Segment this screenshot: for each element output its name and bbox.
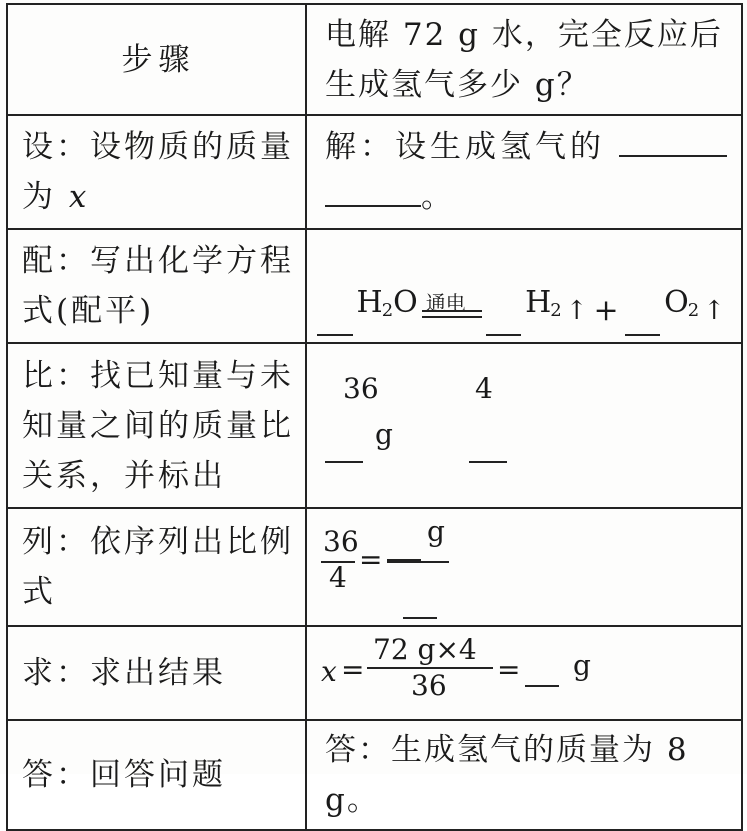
solve-numerator: 72 g×4 [373, 633, 477, 666]
step-solve: 求：求出结果 [7, 626, 306, 720]
solution-proportion [306, 508, 742, 626]
step-header: 步骤 [7, 4, 306, 115]
steps-table [6, 3, 743, 831]
plus-sign: + [593, 293, 619, 328]
table-row [7, 229, 742, 343]
step-equation: 配：写出化学方程式(配平) [7, 229, 306, 343]
step-set [7, 115, 306, 229]
h2o-formula: $H_2O$ [356, 285, 418, 321]
table-row [7, 626, 742, 720]
blank-line[interactable] [325, 431, 363, 463]
blank-line[interactable] [625, 304, 661, 336]
step-answer: 答：回答问题 [7, 720, 306, 830]
table-row [7, 343, 742, 508]
question-text: 电解 72 g 水，完全反应后生成氢气多少 g？ [306, 4, 742, 115]
o2-formula: $O_2$ [664, 285, 700, 321]
header-row [7, 4, 742, 115]
solution-equation [306, 229, 742, 343]
blank-line[interactable] [317, 304, 353, 336]
prop-unit: g [427, 515, 445, 548]
solve-equals2: = [497, 653, 521, 686]
reaction-arrow [422, 291, 482, 336]
solution-set-prefix: 解：设生成氢气的 [325, 129, 605, 165]
solve-var: x [321, 655, 337, 688]
solution-answer: 答：生成氢气的质量为 8 g。 [306, 720, 742, 830]
step-set-var: x [68, 179, 90, 215]
mass-ratio [325, 351, 731, 501]
solution-ratio [306, 343, 742, 508]
solution-set-suffix: 。 [421, 179, 456, 215]
blank-line[interactable] [387, 531, 421, 561]
blank-line[interactable] [325, 175, 421, 207]
blank-line[interactable] [486, 304, 522, 336]
blank-line[interactable] [619, 125, 727, 157]
blank-line[interactable] [525, 659, 559, 687]
blank-line[interactable] [469, 431, 507, 463]
ratio-value-hydrogen: 4 [475, 371, 493, 405]
proportion-expr [317, 513, 731, 621]
table-row [7, 720, 742, 830]
solve-unit: g [573, 649, 591, 682]
gas-arrow-icon: ↑ [703, 296, 726, 326]
step-ratio: 比：找已知量与未知量之间的质量比关系，并标出 [7, 343, 306, 508]
prop-denominator: 4 [329, 561, 347, 594]
blank-line[interactable] [403, 591, 437, 619]
solve-expr [317, 631, 731, 715]
step-set-text: 设：设物质的质量为 [22, 129, 294, 215]
prop-equals: = [359, 543, 383, 576]
gas-arrow-icon: ↑ [565, 296, 588, 326]
reaction-condition: 通电 [425, 291, 466, 315]
ratio-unit: g [375, 417, 393, 451]
solution-solve [306, 626, 742, 720]
prop-numerator: 36 [323, 525, 359, 558]
step-proportion: 列：依序列出比例式 [7, 508, 306, 626]
table-row [7, 508, 742, 626]
chemical-equation [317, 236, 731, 336]
h2-formula: $H_2$ [525, 285, 562, 321]
table-row [7, 115, 742, 229]
solve-denominator: 36 [411, 669, 447, 702]
solution-set [306, 115, 742, 229]
ratio-value-water: 36 [343, 371, 379, 405]
solve-equals: = [341, 653, 365, 686]
